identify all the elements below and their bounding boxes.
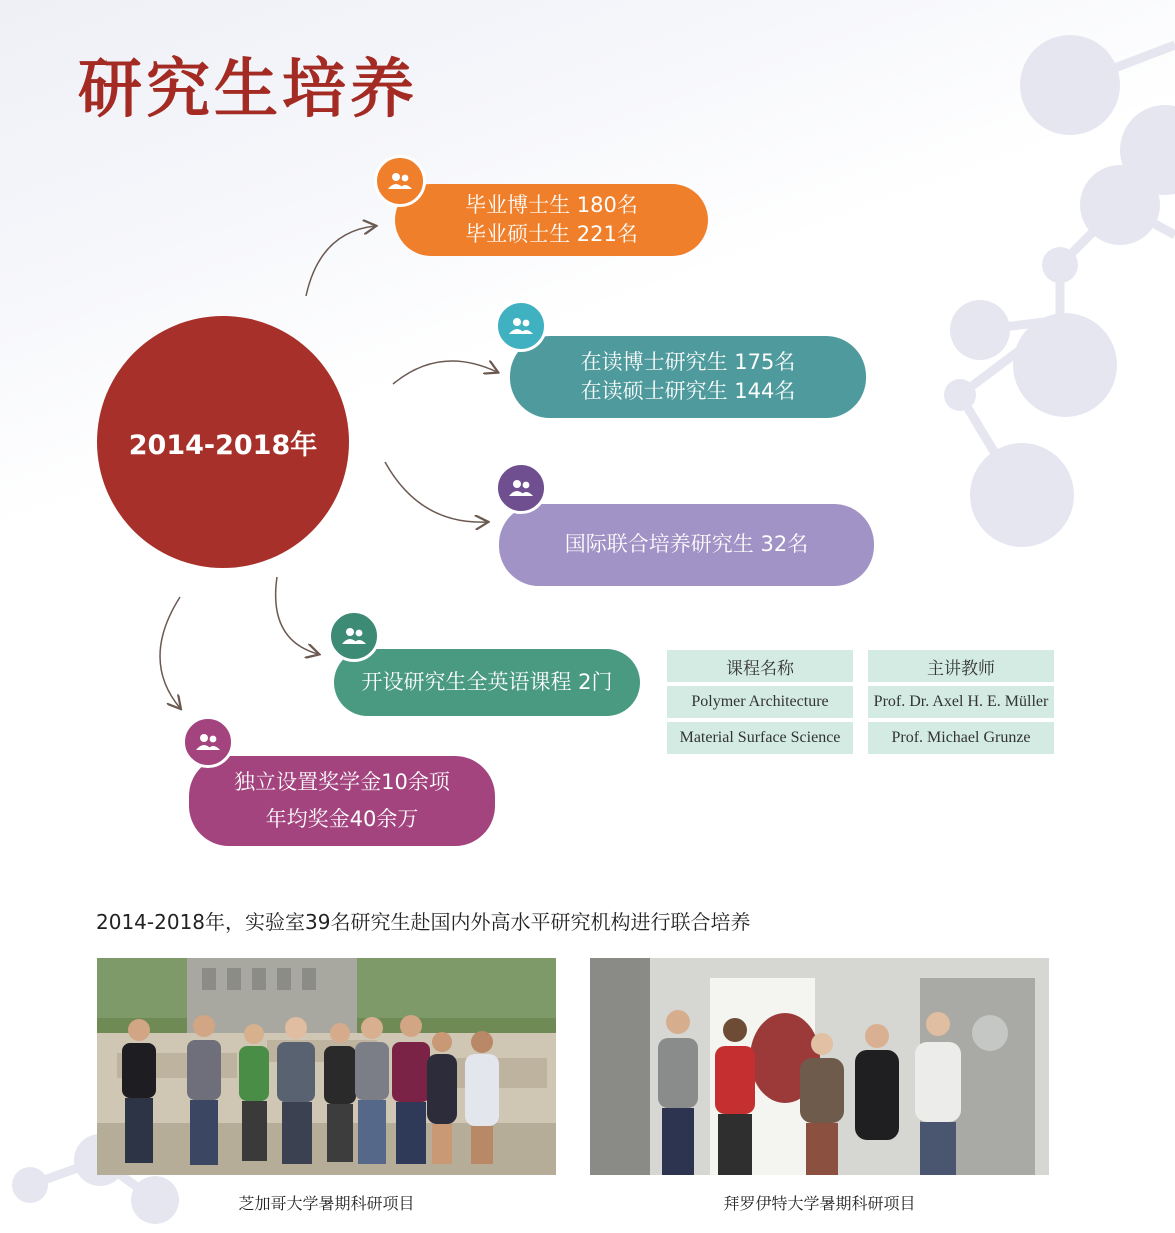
table-cell-course: Polymer Architecture [667,686,853,718]
photo-caption-bayreuth: 拜罗伊特大学暑期科研项目 [723,1194,916,1213]
current-students-pill [510,336,866,418]
joint-training-text: 国际联合培养研究生 32名 [564,532,809,557]
english-courses-pill [334,649,640,716]
current-phd-text: 在读博士研究生 175名 [580,349,796,374]
people-icon [328,610,380,662]
table-cell-teacher: Prof. Michael Grunze [868,722,1054,754]
table-header-course: 课程名称 [667,650,853,682]
table-header-teacher: 主讲教师 [868,650,1054,682]
scholarship-items-text: 独立设置奖学金10余项 [234,770,450,795]
period-circle: 2014-2018年 [97,316,349,568]
graduated-master-text: 毕业硕士生 221名 [465,222,638,246]
table-cell-course: Material Surface Science [667,722,853,754]
page-title: 研究生培养 [78,53,418,127]
people-icon [374,155,426,207]
people-icon [495,462,547,514]
joint-training-caption: 2014-2018年，实验室39名研究生赴国内外高水平研究机构进行联合培养 [96,910,751,934]
scholarship-amount-text: 年均奖金40余万 [265,807,419,831]
english-courses-text: 开设研究生全英语课程 2门 [361,669,613,694]
scholarship-pill [189,756,495,846]
people-icon [495,300,547,352]
photo-caption-chicago: 芝加哥大学暑期科研项目 [238,1194,415,1213]
people-icon [182,716,234,768]
current-master-text: 在读硕士研究生 144名 [580,379,796,403]
joint-training-pill [499,504,874,586]
chicago-group-photo [97,958,556,1175]
table-cell-teacher: Prof. Dr. Axel H. E. Müller [868,686,1054,718]
graduated-phd-text: 毕业博士生 180名 [465,192,638,217]
graduates-pill [395,184,708,256]
bayreuth-group-photo [590,958,1049,1175]
